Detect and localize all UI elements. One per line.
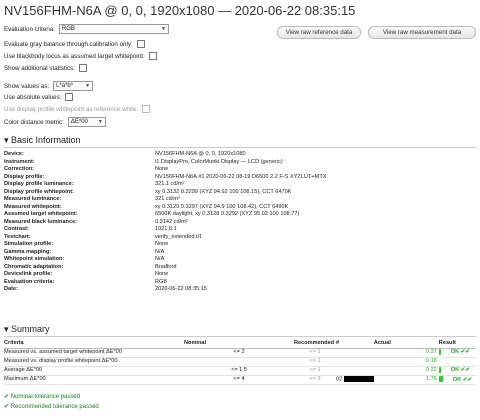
nominal-passed-message: ✔ Nominal tolerance passed: [4, 394, 81, 400]
summary-result: [439, 348, 476, 357]
result-bar: [439, 367, 441, 373]
result-ok-label: OK ✔✔: [450, 349, 471, 356]
info-key: Instrument:: [4, 158, 35, 165]
info-row: [4, 249, 476, 257]
info-key: Display profile luminance:: [4, 181, 74, 187]
summary-result: [439, 366, 476, 375]
info-key: Measured whitepoint:: [4, 203, 62, 210]
info-value: None: [155, 166, 169, 172]
color-distance-select[interactable]: [68, 117, 106, 127]
summary-header-row: [4, 340, 476, 348]
chevron-down-icon: ▼: [97, 119, 103, 125]
color-distance-label: Color distance metric:: [4, 118, 64, 126]
summary-criteria: Maximum ΔE*00: [4, 376, 184, 385]
summary-result: [439, 376, 476, 385]
gray-balance-row: [4, 40, 145, 48]
info-value: 1021.6:1: [155, 226, 177, 232]
info-key: Whitepoint simulation:: [4, 256, 65, 262]
summary-number: [336, 376, 374, 385]
summary-number-label: 02: [336, 376, 343, 383]
basic-information-table: [4, 151, 476, 294]
display-profile-wp-checkbox[interactable]: [142, 105, 150, 113]
divider: [4, 147, 476, 148]
result-ok-label: OK ✔✔: [450, 367, 471, 374]
summary-nominal: [184, 358, 294, 367]
info-row: [4, 219, 476, 227]
info-row: [4, 189, 476, 197]
info-value: xy 0.3132 0.3299 (XYZ 94.92 100 108.15), CCT 6470K: [155, 188, 292, 195]
summary-actual: 0.37: [374, 348, 439, 357]
info-value: 6500K daylight, xy 0.3128 0.3292 (XYZ 95.02 100 108.77): [155, 211, 300, 217]
info-value: RGB: [155, 278, 168, 285]
evaluation-criteria-select[interactable]: [59, 24, 169, 34]
summary-row: [4, 358, 476, 367]
info-value: None: [155, 241, 169, 247]
summary-nominal: <= 4: [184, 376, 294, 385]
info-row: [4, 181, 476, 189]
view-raw-reference-button[interactable]: View raw reference data: [277, 26, 361, 39]
info-value: 0.3142 cd/m²: [155, 218, 188, 225]
info-key: Contrast:: [4, 226, 29, 232]
show-values-value: L*a*b*: [56, 83, 74, 89]
divider: [4, 336, 476, 337]
absolute-values-label: Use absolute values:: [4, 93, 62, 101]
info-value: Bradford: [155, 263, 177, 270]
info-value: NV156FHM-N6A #1 2020-06-22 08-19 D6500 2.2 F-S XYZLUT+MTX: [155, 173, 327, 180]
additional-stats-row: [4, 64, 87, 72]
summary-recommended: <= 3: [294, 376, 336, 385]
column-number: #: [336, 340, 374, 348]
color-distance-row: [4, 117, 106, 127]
summary-row: [4, 366, 476, 375]
info-key: Gamma mapping:: [4, 248, 52, 255]
info-row: [4, 286, 476, 294]
info-value: None: [155, 271, 169, 277]
summary-actual: 0.22: [374, 366, 439, 375]
info-row: [4, 151, 476, 159]
blackbody-row: [4, 52, 157, 60]
info-key: Measured luminance:: [4, 196, 62, 202]
summary-number: [336, 358, 374, 367]
blackbody-checkbox[interactable]: [149, 52, 157, 60]
column-nominal: Nominal: [184, 340, 294, 348]
evaluation-criteria-value: RGB: [61, 26, 75, 32]
info-row: [4, 174, 476, 182]
summary-number: [336, 348, 374, 357]
info-key: Simulation profile:: [4, 241, 54, 247]
info-key: Correction:: [4, 166, 35, 172]
view-raw-measurement-button[interactable]: View raw measurement data: [368, 26, 476, 39]
evaluation-criteria-row: [4, 24, 169, 34]
column-actual: Actual: [374, 340, 439, 348]
info-value: 321.1 cd/m²: [155, 181, 185, 187]
additional-stats-label: Show additional statistics:: [4, 64, 75, 72]
summary-table: [4, 340, 476, 385]
blackbody-label: Use blackbody locus as assumed target whitepoint:: [4, 52, 145, 60]
summary-number: [336, 366, 374, 375]
summary-criteria: Measured vs. assumed target whitepoint ΔE*00: [4, 348, 184, 357]
summary-nominal: <= 1.5: [184, 366, 294, 375]
info-row: [4, 256, 476, 264]
info-row: [4, 166, 476, 174]
info-key: Device:: [4, 151, 24, 157]
show-values-label: Show values as:: [4, 82, 50, 90]
info-key: Display profile:: [4, 173, 45, 180]
summary-result: [439, 358, 476, 367]
result-bar: [439, 349, 441, 355]
basic-information-heading[interactable]: ▾ Basic Information: [4, 135, 81, 145]
color-swatch: [344, 376, 374, 382]
recommended-passed-message: ✔ Recommended tolerance passed: [4, 404, 99, 410]
info-key: Assumed target whitepoint:: [4, 211, 78, 217]
info-value: verify_extended.ti1: [155, 233, 202, 240]
info-value: N/A: [155, 256, 165, 262]
info-row: [4, 271, 476, 279]
info-row: [4, 196, 476, 204]
summary-actual: 1.76: [374, 376, 439, 385]
chevron-down-icon: ▼: [160, 26, 166, 32]
show-values-select[interactable]: [53, 81, 93, 91]
absolute-values-row: [4, 93, 73, 101]
display-profile-wp-label: Use display profile whitepoint as reference white:: [4, 105, 139, 113]
absolute-values-checkbox[interactable]: [65, 93, 73, 101]
info-key: Date:: [4, 286, 18, 292]
summary-recommended: <= 1: [294, 366, 336, 375]
info-value: 321 cd/m²: [155, 196, 180, 202]
info-row: [4, 159, 476, 167]
info-key: Measured black luminance:: [4, 218, 78, 225]
info-key: Devicelink profile:: [4, 271, 53, 277]
summary-actual: 0.18: [374, 358, 439, 367]
info-row: [4, 264, 476, 272]
chevron-down-icon: ▼: [85, 83, 91, 89]
info-value: xy 0.3129 0.3297 (XYZ 94.9 100 108.42), CCT 6490K: [155, 203, 289, 210]
display-profile-wp-row: [4, 105, 150, 113]
info-value: NV156FHM-N6A @ 0, 0, 1920x1080: [155, 151, 246, 157]
evaluation-criteria-label: Evaluation criteria:: [4, 25, 55, 33]
summary-nominal: <= 2: [184, 348, 294, 357]
summary-row: [4, 376, 476, 385]
info-row: [4, 279, 476, 287]
summary-recommended: <= 1: [294, 348, 336, 357]
column-recommended: Recommended: [294, 340, 336, 348]
info-key: Evaluation criteria:: [4, 278, 55, 285]
info-value: i1 DisplayPro, ColorMunki Display — LCD (generic): [155, 158, 283, 165]
info-row: [4, 226, 476, 234]
result-bar: [439, 376, 443, 382]
info-key: Chromatic adaptation:: [4, 263, 64, 270]
summary-criteria: Average ΔE*00: [4, 366, 184, 375]
additional-stats-checkbox[interactable]: [79, 64, 87, 72]
info-value: N/A: [155, 248, 165, 255]
summary-row: [4, 348, 476, 357]
result-ok-label: OK ✔✔: [452, 376, 473, 383]
gray-balance-checkbox[interactable]: [137, 40, 145, 48]
column-result: Result: [439, 340, 476, 348]
show-values-row: [4, 81, 93, 91]
info-row: [4, 204, 476, 212]
info-row: [4, 211, 476, 219]
info-row: [4, 234, 476, 242]
info-key: Display profile whitepoint:: [4, 188, 74, 195]
summary-heading[interactable]: ▾ Summary: [4, 324, 50, 334]
gray-balance-label: Evaluate gray balance through calibration only:: [4, 40, 133, 48]
info-key: Testchart:: [4, 233, 31, 240]
info-row: [4, 241, 476, 249]
summary-recommended: <= 1: [294, 358, 336, 367]
page-title: NV156FHM-N6A @ 0, 0, 1920x1080 — 2020-06-22 08:35:15: [4, 3, 356, 18]
info-value: 2020-06-22 08:35:15: [155, 286, 207, 292]
summary-criteria: Measured vs. display profile whitepoint ΔE*00: [4, 358, 184, 367]
color-distance-value: ΔE*00: [70, 119, 88, 125]
column-criteria: Criteria: [4, 340, 184, 348]
